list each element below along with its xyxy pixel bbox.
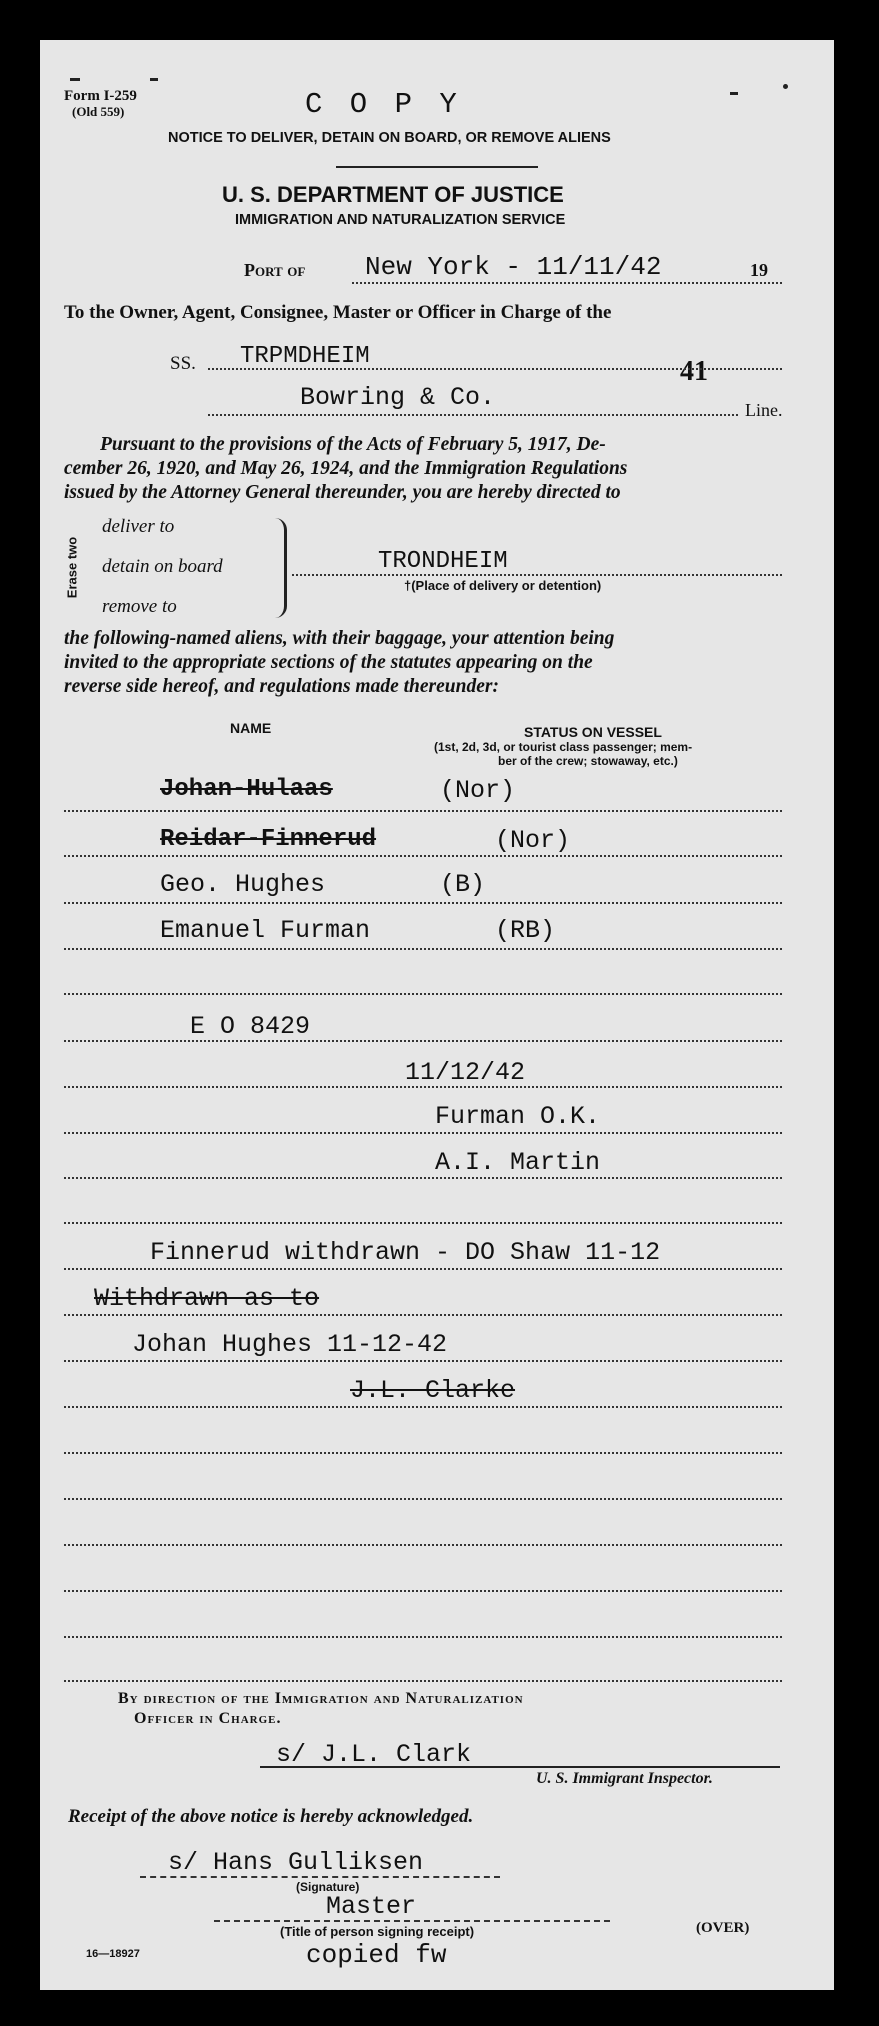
receipt-signature: s/ Hans Gulliksen xyxy=(168,1848,424,1877)
port-label: Port of xyxy=(244,260,306,280)
vessel-name: TRPMDHEIM xyxy=(240,343,370,370)
entry-line xyxy=(64,1590,782,1592)
furman-ok: Furman O.K. xyxy=(435,1102,601,1131)
title-label: (Title of person signing receipt) xyxy=(280,1924,475,1939)
old-form-number: (Old 559) xyxy=(72,104,125,119)
eo-number: E O 8429 xyxy=(190,1012,311,1041)
officer-name: A.I. Martin xyxy=(435,1148,601,1177)
status-note-1: (1st, 2d, 3d, or tourist class passenger; mem- xyxy=(434,740,693,754)
following-line-3: reverse side hereof, and regulations made thereunder: xyxy=(64,676,499,697)
name-column-header: NAME xyxy=(230,720,272,736)
notice-title: NOTICE TO DELIVER, DETAIN ON BOARD, OR REMOVE ALIENS xyxy=(168,130,611,146)
entry-line xyxy=(64,993,782,995)
corner-mark xyxy=(730,92,738,95)
withdrawn-signer: J.L. Clarke xyxy=(350,1376,516,1405)
entry-line xyxy=(64,1040,782,1042)
receipt-title-line xyxy=(214,1920,610,1922)
alien-name: Reidar-Finnerud xyxy=(160,826,377,853)
options-brace xyxy=(274,518,287,618)
alien-name: Geo. Hughes xyxy=(160,870,326,899)
line-value-line xyxy=(208,414,738,416)
finnerud-note: Finnerud withdrawn - DO Shaw 11-12 xyxy=(150,1238,661,1267)
print-code: 16—18927 xyxy=(86,1948,140,1960)
erase-note: Erase two xyxy=(64,536,80,599)
entry-line xyxy=(64,855,782,857)
annotation-date: 11/12/42 xyxy=(405,1058,526,1087)
entry-line xyxy=(64,1498,782,1500)
corner-mark xyxy=(150,78,158,81)
option-deliver[interactable]: deliver to xyxy=(102,516,175,537)
entry-line xyxy=(64,1680,782,1682)
alien-nationality: (Nor) xyxy=(495,826,571,855)
authority-line-2: Officer in Charge. xyxy=(134,1710,282,1727)
place-line xyxy=(292,574,782,576)
authority-line-1: By direction of the Immigration and Naturalization xyxy=(118,1690,524,1707)
inspector-title: U. S. Immigrant Inspector. xyxy=(536,1770,713,1787)
entry-line xyxy=(64,1544,782,1546)
following-line-2: invited to the appropriate sections of the statutes appearing on the xyxy=(64,652,593,673)
alien-name: Johan-Hulaas xyxy=(160,776,333,803)
entry-line xyxy=(64,1177,782,1179)
withdrawn-heading: Withdrawn as to xyxy=(94,1284,320,1313)
entry-line xyxy=(64,1086,782,1088)
line-label: Line. xyxy=(745,400,783,420)
signature-label: (Signature) xyxy=(296,1880,360,1894)
form-number: Form I-259 xyxy=(64,88,137,104)
title-rule xyxy=(336,166,538,168)
place-value: TRONDHEIM xyxy=(378,548,508,575)
entry-line xyxy=(64,1268,782,1270)
receipt-statement: Receipt of the above notice is hereby acknowledged. xyxy=(68,1806,474,1827)
directive-line-3: issued by the Attorney General thereunder, you are hereby directed to xyxy=(64,482,621,503)
receipt-signature-line xyxy=(140,1876,500,1878)
ss-label: SS. xyxy=(170,353,196,374)
directive-line-2: cember 26, 1920, and May 26, 1924, and the Immigration Regulations xyxy=(64,458,628,479)
withdrawn-names: Johan Hughes 11-12-42 xyxy=(132,1330,448,1359)
service-title: IMMIGRATION AND NATURALIZATION SERVICE xyxy=(235,212,566,228)
port-year-suffix: 19 xyxy=(750,260,768,280)
entry-line xyxy=(64,948,782,950)
alien-nationality: (B) xyxy=(440,870,486,899)
signature-rule xyxy=(260,1766,780,1768)
place-caption: †(Place of delivery or detention) xyxy=(404,578,602,593)
vessel-number: 41 xyxy=(680,356,708,387)
entry-line xyxy=(64,1222,782,1224)
alien-nationality: (Nor) xyxy=(440,776,516,805)
over-label: (OVER) xyxy=(696,1920,750,1936)
status-note-2: ber of the crew; stowaway, etc.) xyxy=(498,754,678,768)
port-value: New York - 11/11/42 xyxy=(365,252,662,282)
entry-line xyxy=(64,1132,782,1134)
directive-line-1: Pursuant to the provisions of the Acts of February 5, 1917, De- xyxy=(100,434,606,455)
entry-line xyxy=(64,902,782,904)
option-detain[interactable]: detain on board xyxy=(102,556,223,577)
receipt-title-value: Master xyxy=(326,1892,417,1921)
authority-signature: s/ J.L. Clark xyxy=(276,1740,472,1769)
alien-name: Emanuel Furman xyxy=(160,916,371,945)
entry-line xyxy=(64,1314,782,1316)
port-line xyxy=(352,282,782,284)
entry-line xyxy=(64,1636,782,1638)
form-page xyxy=(40,40,834,1990)
status-column-header: STATUS ON VESSEL xyxy=(524,724,662,740)
line-value: Bowring & Co. xyxy=(300,383,496,412)
department-title: U. S. DEPARTMENT OF JUSTICE xyxy=(222,182,564,207)
entry-line xyxy=(64,1360,782,1362)
option-remove[interactable]: remove to xyxy=(102,596,177,617)
corner-mark xyxy=(783,84,788,89)
entry-line xyxy=(64,1452,782,1454)
entry-line xyxy=(64,810,782,812)
addressee-line: To the Owner, Agent, Consignee, Master or Officer in Charge of the xyxy=(64,302,612,323)
entry-line xyxy=(64,1406,782,1408)
copy-stamp: C O P Y xyxy=(305,88,462,121)
following-line-1: the following-named aliens, with their baggage, your attention being xyxy=(64,628,615,649)
alien-nationality: (RB) xyxy=(495,916,556,945)
copied-note: copied fw xyxy=(306,1940,447,1970)
corner-mark xyxy=(70,78,80,81)
vessel-line xyxy=(208,368,782,370)
